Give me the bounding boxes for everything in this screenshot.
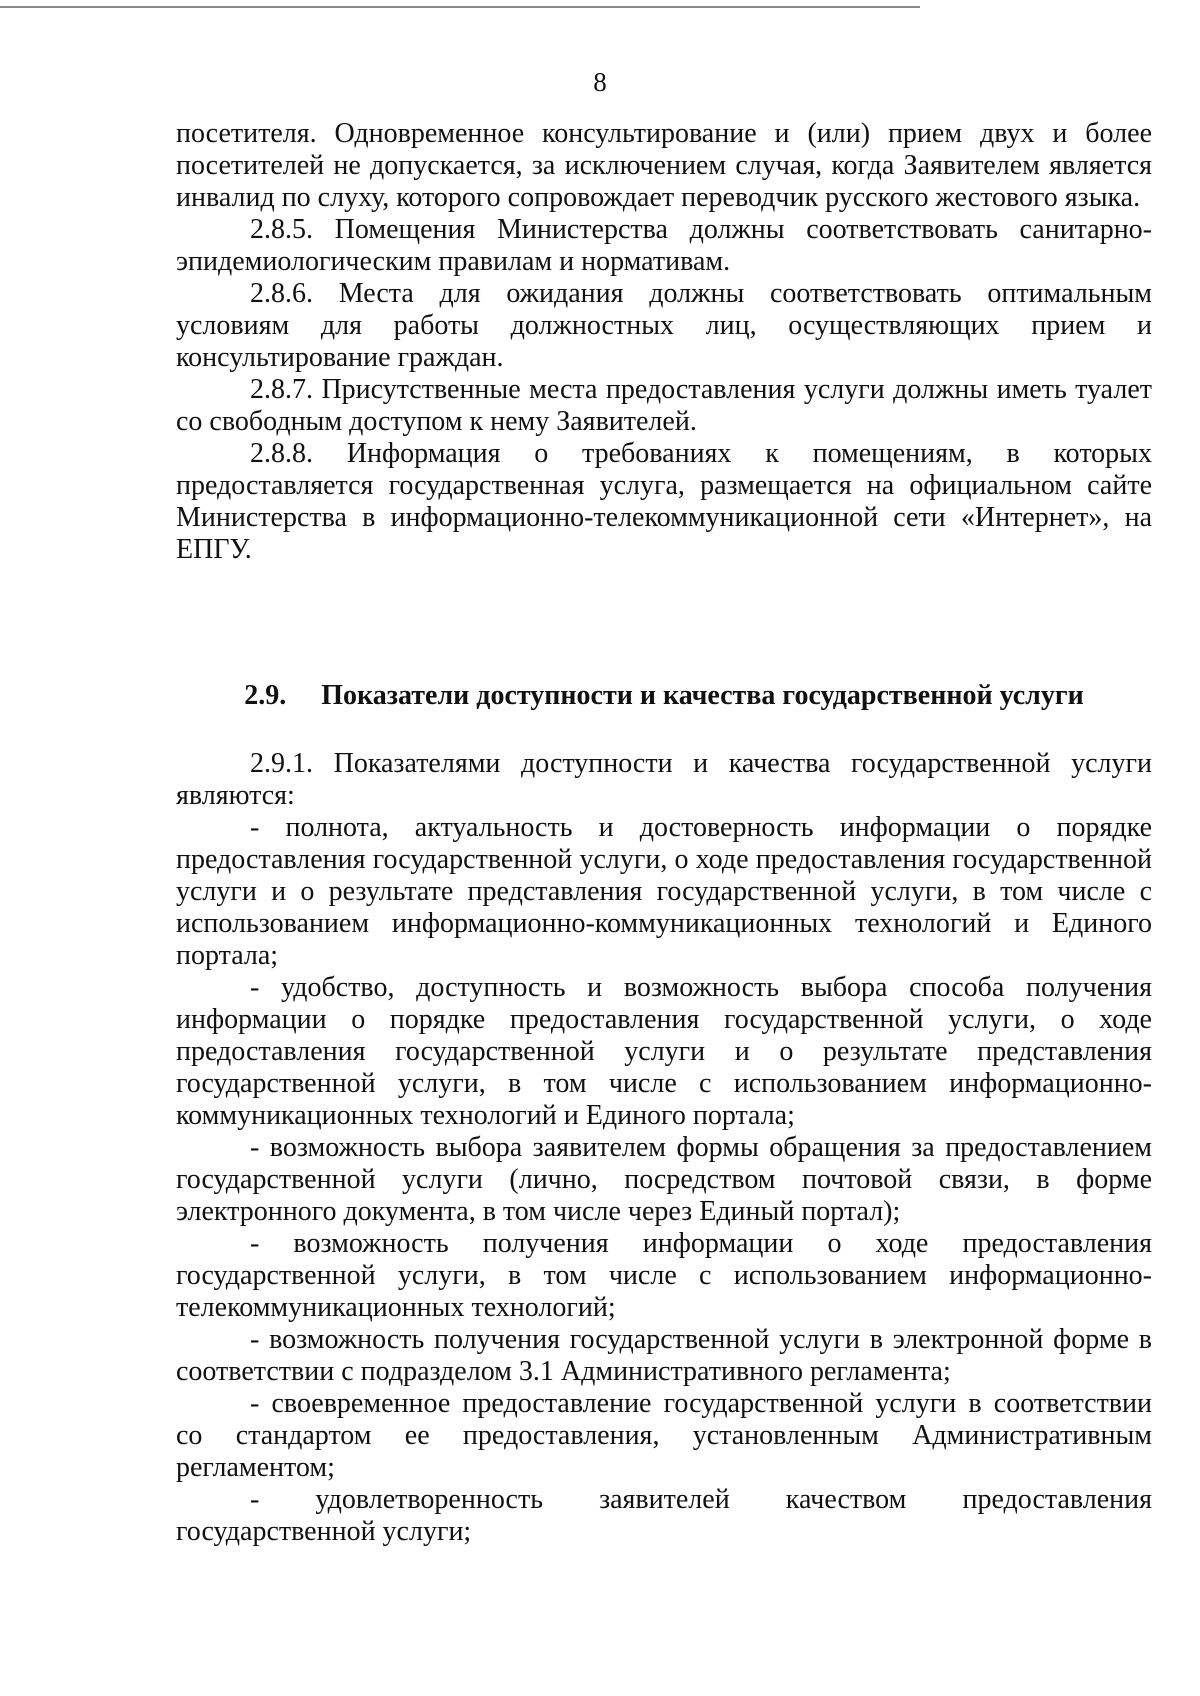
list-item: - удовлетворенность заявителей качеством предоставления государственной услуги; bbox=[176, 1484, 1152, 1547]
list-item: - возможность получения информации о ходе предоставления государственной услуги, в том числе с использованием информационно-телекоммуникационных технологий; bbox=[176, 1228, 1152, 1323]
list-item: - удобство, доступность и возможность выбора способа получения информации о порядке предоставления государственной услуги, о ходе предоставления государственной услуги и о результате представления государственной услуги, в том числе с использованием информационно-коммуникационных технологий и Единого портала; bbox=[176, 972, 1152, 1131]
list-item: - возможность выбора заявителем формы обращения за предоставлением государственной услуги (лично, посредством почтовой связи, в форме электронного документа, в том числе через Единый портал); bbox=[176, 1132, 1152, 1227]
section-title: Показатели доступности и качества государственной услуги bbox=[321, 680, 1084, 711]
list-item: - своевременное предоставление государственной услуги в соответствии со стандартом ее предоставления, установленным Административным регламентом; bbox=[176, 1388, 1152, 1483]
paragraph: 2.8.6. Места для ожидания должны соответствовать оптимальным условиям для работы должностных лиц, осуществляющих прием и консультирование граждан. bbox=[176, 278, 1152, 373]
section-heading bbox=[176, 680, 1152, 712]
page-number: 8 bbox=[593, 67, 607, 97]
section-number: 2.9. bbox=[244, 680, 287, 711]
paragraph: 2.9.1. Показателями доступности и качества государственной услуги являются: bbox=[176, 748, 1152, 811]
paragraph: посетителя. Одновременное консультирование и (или) прием двух и более посетителей не допускается, за исключением случая, когда Заявителем является инвалид по слуху, которого сопровождает переводчик русского жестового языка. bbox=[176, 118, 1152, 213]
list-item: - полнота, актуальность и достоверность информации о порядке предоставления государственной услуги, о ходе предоставления государственной услуги и о результате представления государственной услуги, в том числе с использованием информационно-коммуникационных технологий и Единого портала; bbox=[176, 812, 1152, 971]
list-item: - возможность получения государственной услуги в электронной форме в соответствии с подразделом 3.1 Административного регламента; bbox=[176, 1324, 1152, 1387]
text-block-bottom bbox=[176, 748, 1152, 1548]
paragraph: 2.8.8. Информация о требованиях к помещениям, в которых предоставляется государственная услуга, размещается на официальном сайте Министерства в информационно-телекоммуникационной сети «Интернет», на ЕПГУ. bbox=[176, 438, 1152, 565]
top-scan-rule bbox=[0, 6, 920, 8]
paragraph: 2.8.5. Помещения Министерства должны соответствовать санитарно-эпидемиологическим правилам и нормативам. bbox=[176, 214, 1152, 277]
paragraph: 2.8.7. Присутственные места предоставления услуги должны иметь туалет со свободным доступом к нему Заявителей. bbox=[176, 374, 1152, 437]
text-block-top bbox=[176, 118, 1152, 566]
